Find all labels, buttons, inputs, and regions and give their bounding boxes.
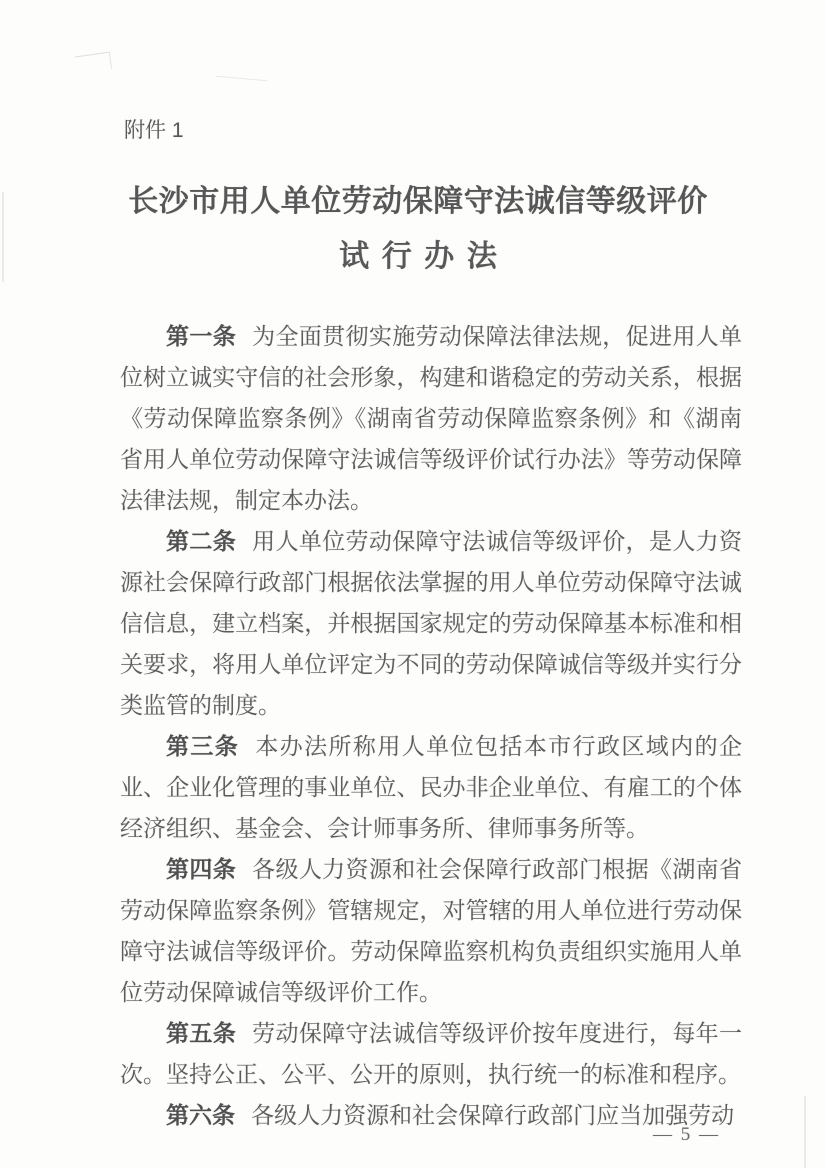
article-text: 用人单位劳动保障守法诚信等级评价，是人力资源社会保障行政部门根据依法掌握的用人单位劳动保障守法诚信信息，建立档案，并根据国家规定的劳动保障基本标准和相关要求，将用人单位评定为不同的劳动保障诚信等级并实行分类监管的制度。 xyxy=(120,529,742,718)
article-paragraph-2 xyxy=(120,521,742,726)
article-text: 为全面贯彻实施劳动保障法律法规，促进用人单位树立诚实守信的社会形象，构建和谐稳定的劳动关系，根据《劳动保障监察条例》《湖南省劳动保障监察条例》和《湖南省用人单位劳动保障守法诚信等级评价试行办法》等劳动保障法律法规，制定本办法。 xyxy=(120,324,742,513)
article-number: 第三条 xyxy=(166,733,240,759)
article-paragraph-3 xyxy=(120,726,742,849)
article-number: 第六条 xyxy=(166,1102,235,1128)
article-paragraph-5 xyxy=(120,1013,742,1095)
page-number: — 5 — xyxy=(653,1124,720,1145)
scan-edge-line xyxy=(804,1096,806,1168)
attachment-label: 附件 1 xyxy=(124,119,184,142)
article-text: 各级人力资源和社会保障行政部门根据《湖南省劳动保障监察条例》管辖规定，对管辖的用人单位进行劳动保障守法诚信等级评价。劳动保障监察机构负责组织实施用人单位劳动保障诚信等级评价工作。 xyxy=(120,857,742,1005)
article-number: 第四条 xyxy=(166,856,237,882)
article-text: 本办法所称用人单位包括本市行政区域内的企业、企业化管理的事业单位、民办非企业单位、有雇工的个体经济组织、基金会、会计师事务所、律师事务所等。 xyxy=(120,734,743,841)
article-number: 第五条 xyxy=(166,1020,237,1046)
document-subtitle: 试行办法 xyxy=(339,240,510,273)
scan-edge-line xyxy=(2,192,4,282)
article-paragraph-6 xyxy=(120,1095,742,1136)
article-number: 第二条 xyxy=(166,528,237,554)
scan-artifact xyxy=(75,52,112,74)
scan-artifact xyxy=(215,62,268,81)
article-text: 劳动保障守法诚信等级评价按年度进行，每年一次。坚持公正、公平、公开的原则，执行统一的标准和程序。 xyxy=(120,1021,742,1087)
article-paragraph-1 xyxy=(120,316,742,521)
document-body xyxy=(120,316,742,1136)
document-title: 长沙市用人单位劳动保障守法诚信等级评价 xyxy=(128,185,708,218)
article-paragraph-4 xyxy=(120,849,742,1013)
article-text: 各级人力资源和社会保障行政部门应当加强劳动 xyxy=(251,1103,735,1128)
article-number: 第一条 xyxy=(166,323,237,349)
